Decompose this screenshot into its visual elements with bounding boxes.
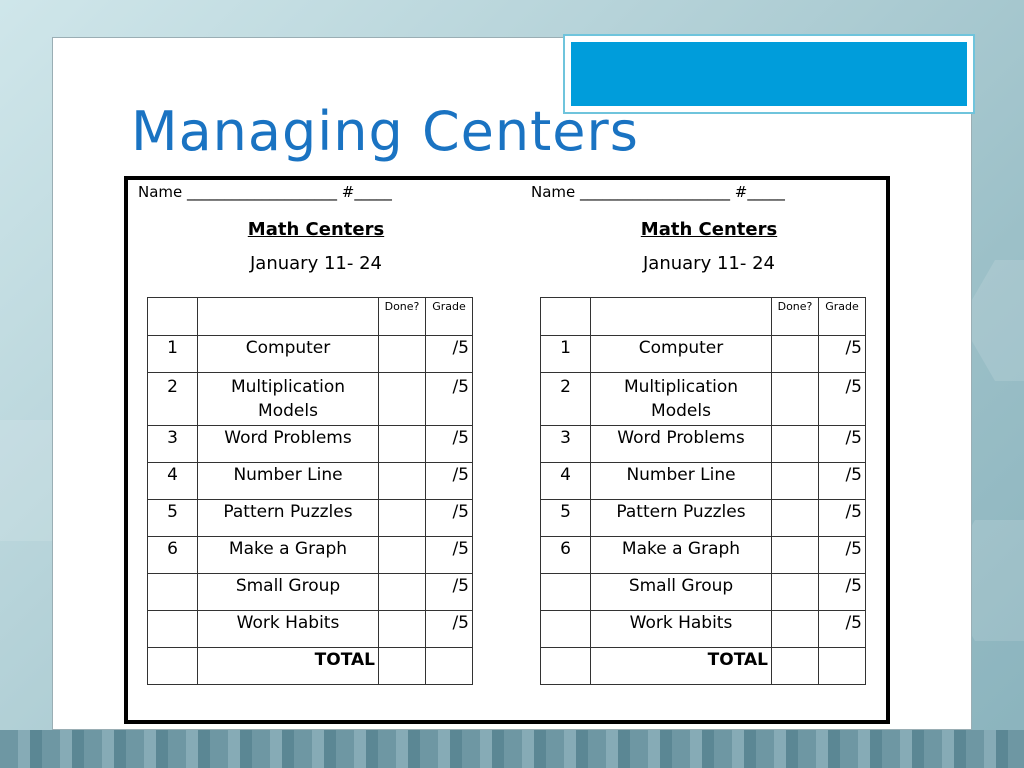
table-row [148,426,473,463]
header-number-cell [148,298,198,336]
done-checkbox-cell [379,574,426,611]
grade-cell: /5 [819,373,866,426]
sheet-heading: Math Centers [640,219,778,240]
header-center-cell [198,298,379,336]
grade-cell: /5 [819,426,866,463]
done-checkbox-cell [772,537,819,574]
row-number-cell: 3 [541,426,591,463]
total-label-cell: TOTAL [198,648,379,685]
grade-cell: /5 [819,611,866,648]
grade-cell: /5 [819,463,866,500]
center-sheet-left [136,180,496,670]
centers-table [540,297,866,685]
done-checkbox-cell [379,648,426,685]
row-number-cell: 6 [148,537,198,574]
done-checkbox-cell [772,500,819,537]
header-number-cell [541,298,591,336]
grade-cell: /5 [426,611,473,648]
table-row [148,373,473,426]
row-number-cell: 2 [541,373,591,426]
header-done-cell: Done? [772,298,819,336]
done-checkbox-cell [379,426,426,463]
done-checkbox-cell [379,500,426,537]
row-number-cell: 4 [148,463,198,500]
row-number-cell: 2 [148,373,198,426]
center-name-cell: Number Line [591,463,772,500]
background-bottom-strip [0,730,1024,768]
table-row [541,574,866,611]
grade-cell: /5 [426,537,473,574]
done-checkbox-cell [379,463,426,500]
slide-title: Managing Centers [131,100,639,163]
accent-banner-fill [571,42,967,106]
row-number-cell [541,574,591,611]
row-number-cell: 1 [541,336,591,373]
table-total-row [541,648,866,685]
center-name-cell: Small Group [198,574,379,611]
center-name-cell: Computer [591,336,772,373]
grade-cell: /5 [819,336,866,373]
center-sheet-right [529,180,889,670]
name-number-line: Name ____________________ #_____ [138,183,392,201]
center-name-cell: Make a Graph [591,537,772,574]
center-name-cell: Number Line [198,463,379,500]
center-name-cell: Computer [198,336,379,373]
center-name-cell: Work Habits [591,611,772,648]
row-number-cell: 4 [541,463,591,500]
done-checkbox-cell [772,574,819,611]
grade-cell: /5 [426,500,473,537]
total-label-cell: TOTAL [591,648,772,685]
table-row [148,611,473,648]
table-row [148,336,473,373]
table-row [148,463,473,500]
grade-cell: /5 [819,500,866,537]
center-name-cell: Pattern Puzzles [198,500,379,537]
table-row [541,500,866,537]
row-number-cell [148,611,198,648]
done-checkbox-cell [379,611,426,648]
done-checkbox-cell [379,537,426,574]
sheet-dates: January 11- 24 [643,253,775,274]
table-row [148,574,473,611]
done-checkbox-cell [772,463,819,500]
center-name-cell: Small Group [591,574,772,611]
grade-cell [426,648,473,685]
center-name-cell: Multiplication Models [591,373,772,426]
table-row [541,463,866,500]
done-checkbox-cell [379,373,426,426]
name-number-line: Name ____________________ #_____ [531,183,785,201]
table-row [541,426,866,463]
grade-cell: /5 [426,373,473,426]
center-sheet-document [124,176,890,724]
center-name-cell: Multiplication Models [198,373,379,426]
row-number-cell: 5 [148,500,198,537]
grade-cell: /5 [819,574,866,611]
grade-cell: /5 [426,426,473,463]
center-name-cell: Word Problems [591,426,772,463]
sheet-dates: January 11- 24 [250,253,382,274]
table-header-row [541,298,866,336]
table-row [541,373,866,426]
header-done-cell: Done? [379,298,426,336]
center-name-cell: Make a Graph [198,537,379,574]
grade-cell [819,648,866,685]
header-grade-cell: Grade [426,298,473,336]
table-row [148,500,473,537]
row-number-cell: 6 [541,537,591,574]
centers-table [147,297,473,685]
row-number-cell: 5 [541,500,591,537]
done-checkbox-cell [772,336,819,373]
center-name-cell: Pattern Puzzles [591,500,772,537]
table-total-row [148,648,473,685]
table-header-row [148,298,473,336]
grade-cell: /5 [426,574,473,611]
done-checkbox-cell [772,373,819,426]
header-center-cell [591,298,772,336]
grade-cell: /5 [426,463,473,500]
row-number-cell [541,611,591,648]
grade-cell: /5 [426,336,473,373]
row-number-cell: 3 [148,426,198,463]
table-row [541,611,866,648]
table-row [541,336,866,373]
grade-cell: /5 [819,537,866,574]
center-name-cell: Word Problems [198,426,379,463]
header-grade-cell: Grade [819,298,866,336]
done-checkbox-cell [772,611,819,648]
done-checkbox-cell [772,648,819,685]
done-checkbox-cell [772,426,819,463]
row-number-cell [148,574,198,611]
table-row [541,537,866,574]
center-name-cell: Work Habits [198,611,379,648]
sheet-heading: Math Centers [247,219,385,240]
row-number-cell [541,648,591,685]
row-number-cell: 1 [148,336,198,373]
row-number-cell [148,648,198,685]
table-row [148,537,473,574]
done-checkbox-cell [379,336,426,373]
